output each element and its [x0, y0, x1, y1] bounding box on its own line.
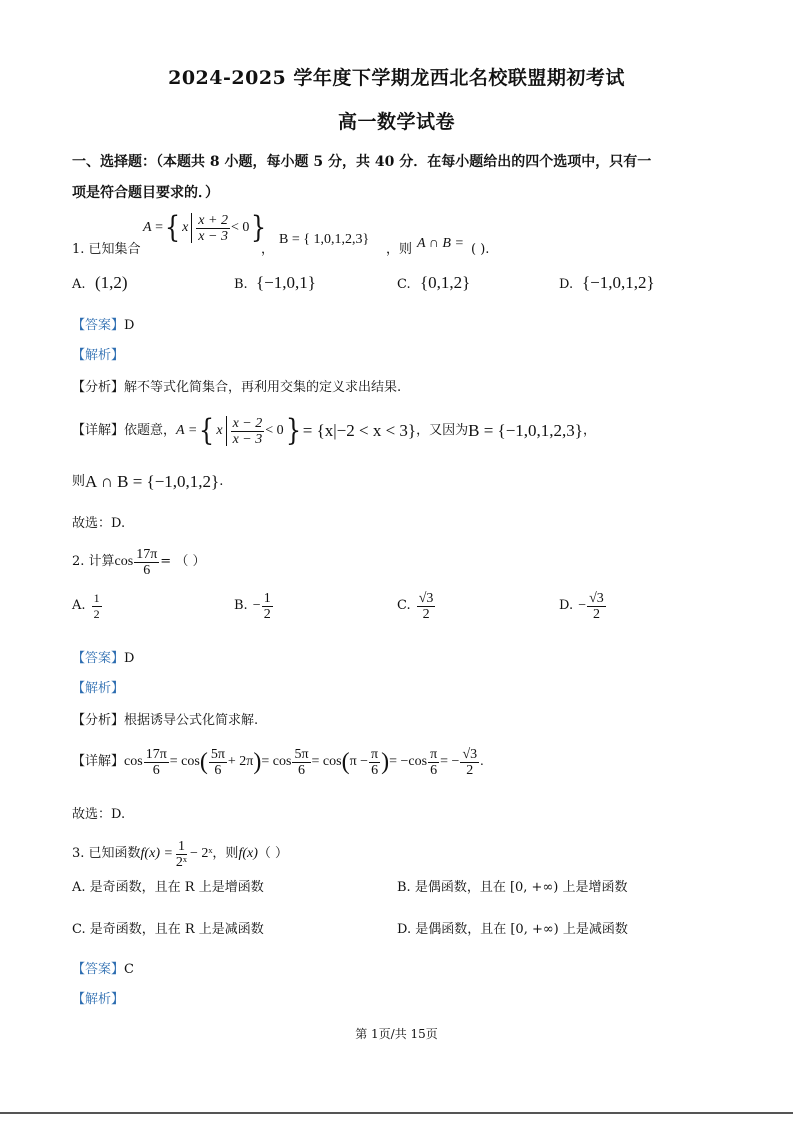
q2-d-frac3 [292, 747, 310, 778]
q3-prefix: 3. 已知函数 [72, 846, 141, 861]
q3-num: 1 [177, 838, 185, 854]
q2-d-eq5: = − [440, 754, 460, 769]
q2-option-b-sign: − [252, 598, 261, 613]
q2-option-c-frac [417, 591, 436, 622]
q1-option-c: {0,1,2} [420, 273, 471, 292]
q2-tail: = （ ） [160, 554, 206, 569]
q1-set-b: B = { 1,0,1,2,3} [279, 232, 370, 247]
q2-d-eq3: = cos [311, 754, 342, 769]
q2-option-b-label: B. [234, 598, 248, 613]
q2-option-d-frac [587, 591, 606, 622]
q2-d-eq2: = cos [261, 754, 292, 769]
q2-option-d-sign: − [578, 598, 587, 613]
answer-tag: 【答案】 [72, 651, 125, 666]
q2-option-a-den: 2 [93, 606, 100, 621]
q3-fx: f(x) [238, 846, 258, 861]
q2-den: 6 [143, 562, 151, 578]
q2-option-b-den: 2 [263, 606, 271, 622]
q3-den: 2ˣ [175, 854, 187, 870]
q1-fenxi [72, 380, 401, 396]
q2-d-n5: π [430, 746, 438, 762]
q1-var: x [182, 220, 189, 235]
q2-option-d-num: √3 [589, 590, 604, 606]
q2-d-frac1 [144, 747, 169, 778]
q1-frac-den: x − 3 [198, 228, 228, 244]
fenxi-tag: 【分析】 [72, 380, 125, 395]
q1-detail-num: x − 2 [232, 415, 263, 431]
q1-detail-end: ， [582, 423, 596, 438]
q1-detail-mid: ，又因为 [416, 423, 469, 438]
q3-option-d: D. 是偶函数，且在 [0, +∞) 上是减函数 [397, 922, 628, 937]
q2-fenxi [72, 713, 258, 729]
q2-d-d2: 6 [214, 762, 222, 778]
q2-d-d6: 2 [466, 762, 474, 778]
q1-set-a-lhs: A [143, 220, 152, 235]
q1-then-line-expr: A ∩ B = {−1,0,1,2} [85, 472, 220, 491]
q2-analysis-tag: 【解析】 [72, 681, 125, 696]
q1-fraction [196, 213, 230, 244]
q2-option-d-label: D. [559, 598, 574, 613]
right-paren-icon: ) [253, 749, 262, 775]
q2-option-d [559, 586, 607, 626]
exam-title: 2024-2025 学年度下学期龙西北名校联盟期初考试 [168, 67, 625, 89]
q1-option-c-label: C. [397, 277, 411, 292]
q2-cos: cos [114, 554, 134, 569]
q3-analysis-tag: 【解析】 [72, 992, 125, 1007]
q3-answer [72, 962, 134, 978]
q2-option-b [234, 586, 274, 626]
q1-detail-den: x − 3 [232, 431, 263, 447]
q2-d-n6: √3 [462, 746, 478, 762]
q2-d-d3: 6 [297, 762, 305, 778]
q1-option-d-label: D. [559, 277, 574, 292]
q2-option-a [72, 586, 103, 626]
q1-comma: ， [261, 242, 275, 257]
q1-eq: = [155, 220, 163, 235]
q1-option-d: {−1,0,1,2} [582, 273, 655, 292]
q2-d-n4: π [371, 746, 379, 762]
q2-choose: 故选：D. [72, 807, 126, 822]
q2-d-n2: 5π [210, 746, 225, 762]
q1-option-b: {−1,0,1} [256, 273, 316, 292]
left-paren-icon: ( [341, 749, 350, 775]
q3-option-b: B. 是偶函数，且在 [0, +∞) 上是增函数 [397, 880, 628, 895]
section-heading-line2: 项是符合题目要求的．） [72, 185, 219, 201]
q2-d-plus: + 2π [227, 754, 254, 769]
q2-d-frac5 [428, 747, 439, 778]
xiangjie-tag: 【详解】 [72, 754, 125, 769]
q2-option-a-frac [92, 591, 102, 622]
section-heading-line1: 一、选择题：（本题共 8 小题，每小题 5 分，共 40 分．在每小题给出的四个选项中，只有一 [72, 154, 652, 170]
q1-detail-var: x [216, 423, 223, 438]
q1-then-line-prefix: 则 [72, 474, 86, 489]
q2-d-eq1: = cos [169, 754, 200, 769]
q2-d-cos1: cos [124, 754, 143, 769]
q2-d-frac4 [369, 747, 380, 778]
q2-option-b-frac [262, 591, 273, 622]
q2-prefix: 2. 计算 [72, 554, 115, 569]
q2-option-a-num: 1 [93, 590, 100, 605]
q1-detail-b: B = {−1,0,1,2,3} [468, 421, 583, 440]
q1-ineq: < 0 [230, 220, 250, 235]
q2-fenxi-text: 根据诱导公式化简求解. [124, 713, 259, 728]
q2-option-a-label: A. [72, 598, 86, 613]
q1-expr: A ∩ B = [417, 236, 464, 251]
left-brace-icon: { [164, 210, 181, 245]
q3-then: ，则 [212, 846, 239, 861]
xiangjie-tag: 【详解】 [72, 423, 125, 438]
q2-answer-value: D [124, 651, 135, 666]
right-brace-icon: } [251, 210, 267, 245]
q1-set-a [143, 208, 268, 248]
q2-d-frac2 [209, 747, 227, 778]
q3-stem [72, 834, 288, 874]
right-paren-icon: ) [381, 749, 390, 775]
q3-option-c: C. 是奇函数，且在 R 上是减函数 [72, 922, 264, 937]
fenxi-tag: 【分析】 [72, 713, 125, 728]
q1-prefix: 1. 已知集合 [72, 242, 141, 257]
q1-frac-num: x + 2 [198, 212, 228, 228]
q3-option-a: A. 是奇函数，且在 R 上是增函数 [72, 880, 264, 895]
set-bar-icon [226, 416, 227, 446]
left-paren-icon: ( [199, 749, 208, 775]
q3-fraction [174, 839, 189, 870]
set-bar-icon [191, 213, 192, 243]
q2-d-n1: 17π [145, 746, 167, 762]
q1-then: ，则 [386, 242, 413, 257]
q2-num: 17π [136, 546, 158, 562]
q2-d-n3: 5π [294, 746, 309, 762]
q2-option-c-label: C. [397, 598, 411, 613]
q1-then-line [72, 472, 223, 492]
q2-d-eq4: = −cos [389, 754, 428, 769]
q1-then-line-end: . [219, 474, 224, 489]
q1-option-a: (1,2) [95, 273, 128, 292]
q2-detail [72, 740, 484, 784]
answer-tag: 【答案】 [72, 962, 125, 977]
q2-option-c-den: 2 [422, 606, 430, 622]
q3-blank: （ ） [257, 846, 289, 861]
q2-fraction [134, 547, 159, 578]
q1-option-b-label: B. [234, 277, 248, 292]
q3-f: f(x) = [140, 846, 173, 861]
q2-d-end: . [480, 754, 484, 769]
q2-option-d-den: 2 [592, 606, 600, 622]
q2-option-c [397, 586, 436, 626]
q1-detail-a: A = [176, 423, 198, 438]
q2-stem [72, 542, 205, 582]
q1-blank: ( ). [471, 242, 490, 257]
q1-answer [72, 318, 134, 334]
q1-answer-value: D [124, 318, 135, 333]
q1-fenxi-text: 解不等式化简集合，再利用交集的定义求出结果. [124, 380, 402, 395]
q3-minus: − 2ˣ [189, 846, 213, 861]
q1-detail-prefix: 依题意， [124, 423, 177, 438]
q2-d-pi: π − [349, 754, 369, 769]
q2-d-d4: 6 [371, 762, 379, 778]
q2-option-b-num: 1 [263, 590, 271, 606]
q1-option-a-label: A. [72, 277, 86, 292]
q2-d-frac6 [460, 747, 479, 778]
page-number: 第 1页/共 15页 [355, 1027, 438, 1041]
q2-option-c-num: √3 [418, 590, 434, 606]
q1-analysis-tag: 【解析】 [72, 348, 125, 363]
q1-detail-fraction [231, 416, 265, 447]
right-brace-icon: } [285, 413, 301, 448]
q2-d-d1: 6 [152, 762, 160, 778]
q1-detail [72, 408, 596, 454]
q2-d-d5: 6 [430, 762, 438, 778]
q1-detail-rhs: < 0 [265, 423, 284, 438]
bottom-divider [0, 1112, 793, 1114]
left-brace-icon: { [199, 413, 215, 448]
q1-detail-eq2: = {x|−2 < x < 3} [302, 421, 417, 440]
exam-subtitle: 高一数学试卷 [337, 111, 455, 133]
q3-answer-value: C [124, 962, 134, 977]
q2-answer [72, 651, 134, 667]
q1-choose: 故选：D. [72, 516, 126, 531]
answer-tag: 【答案】 [72, 318, 125, 333]
